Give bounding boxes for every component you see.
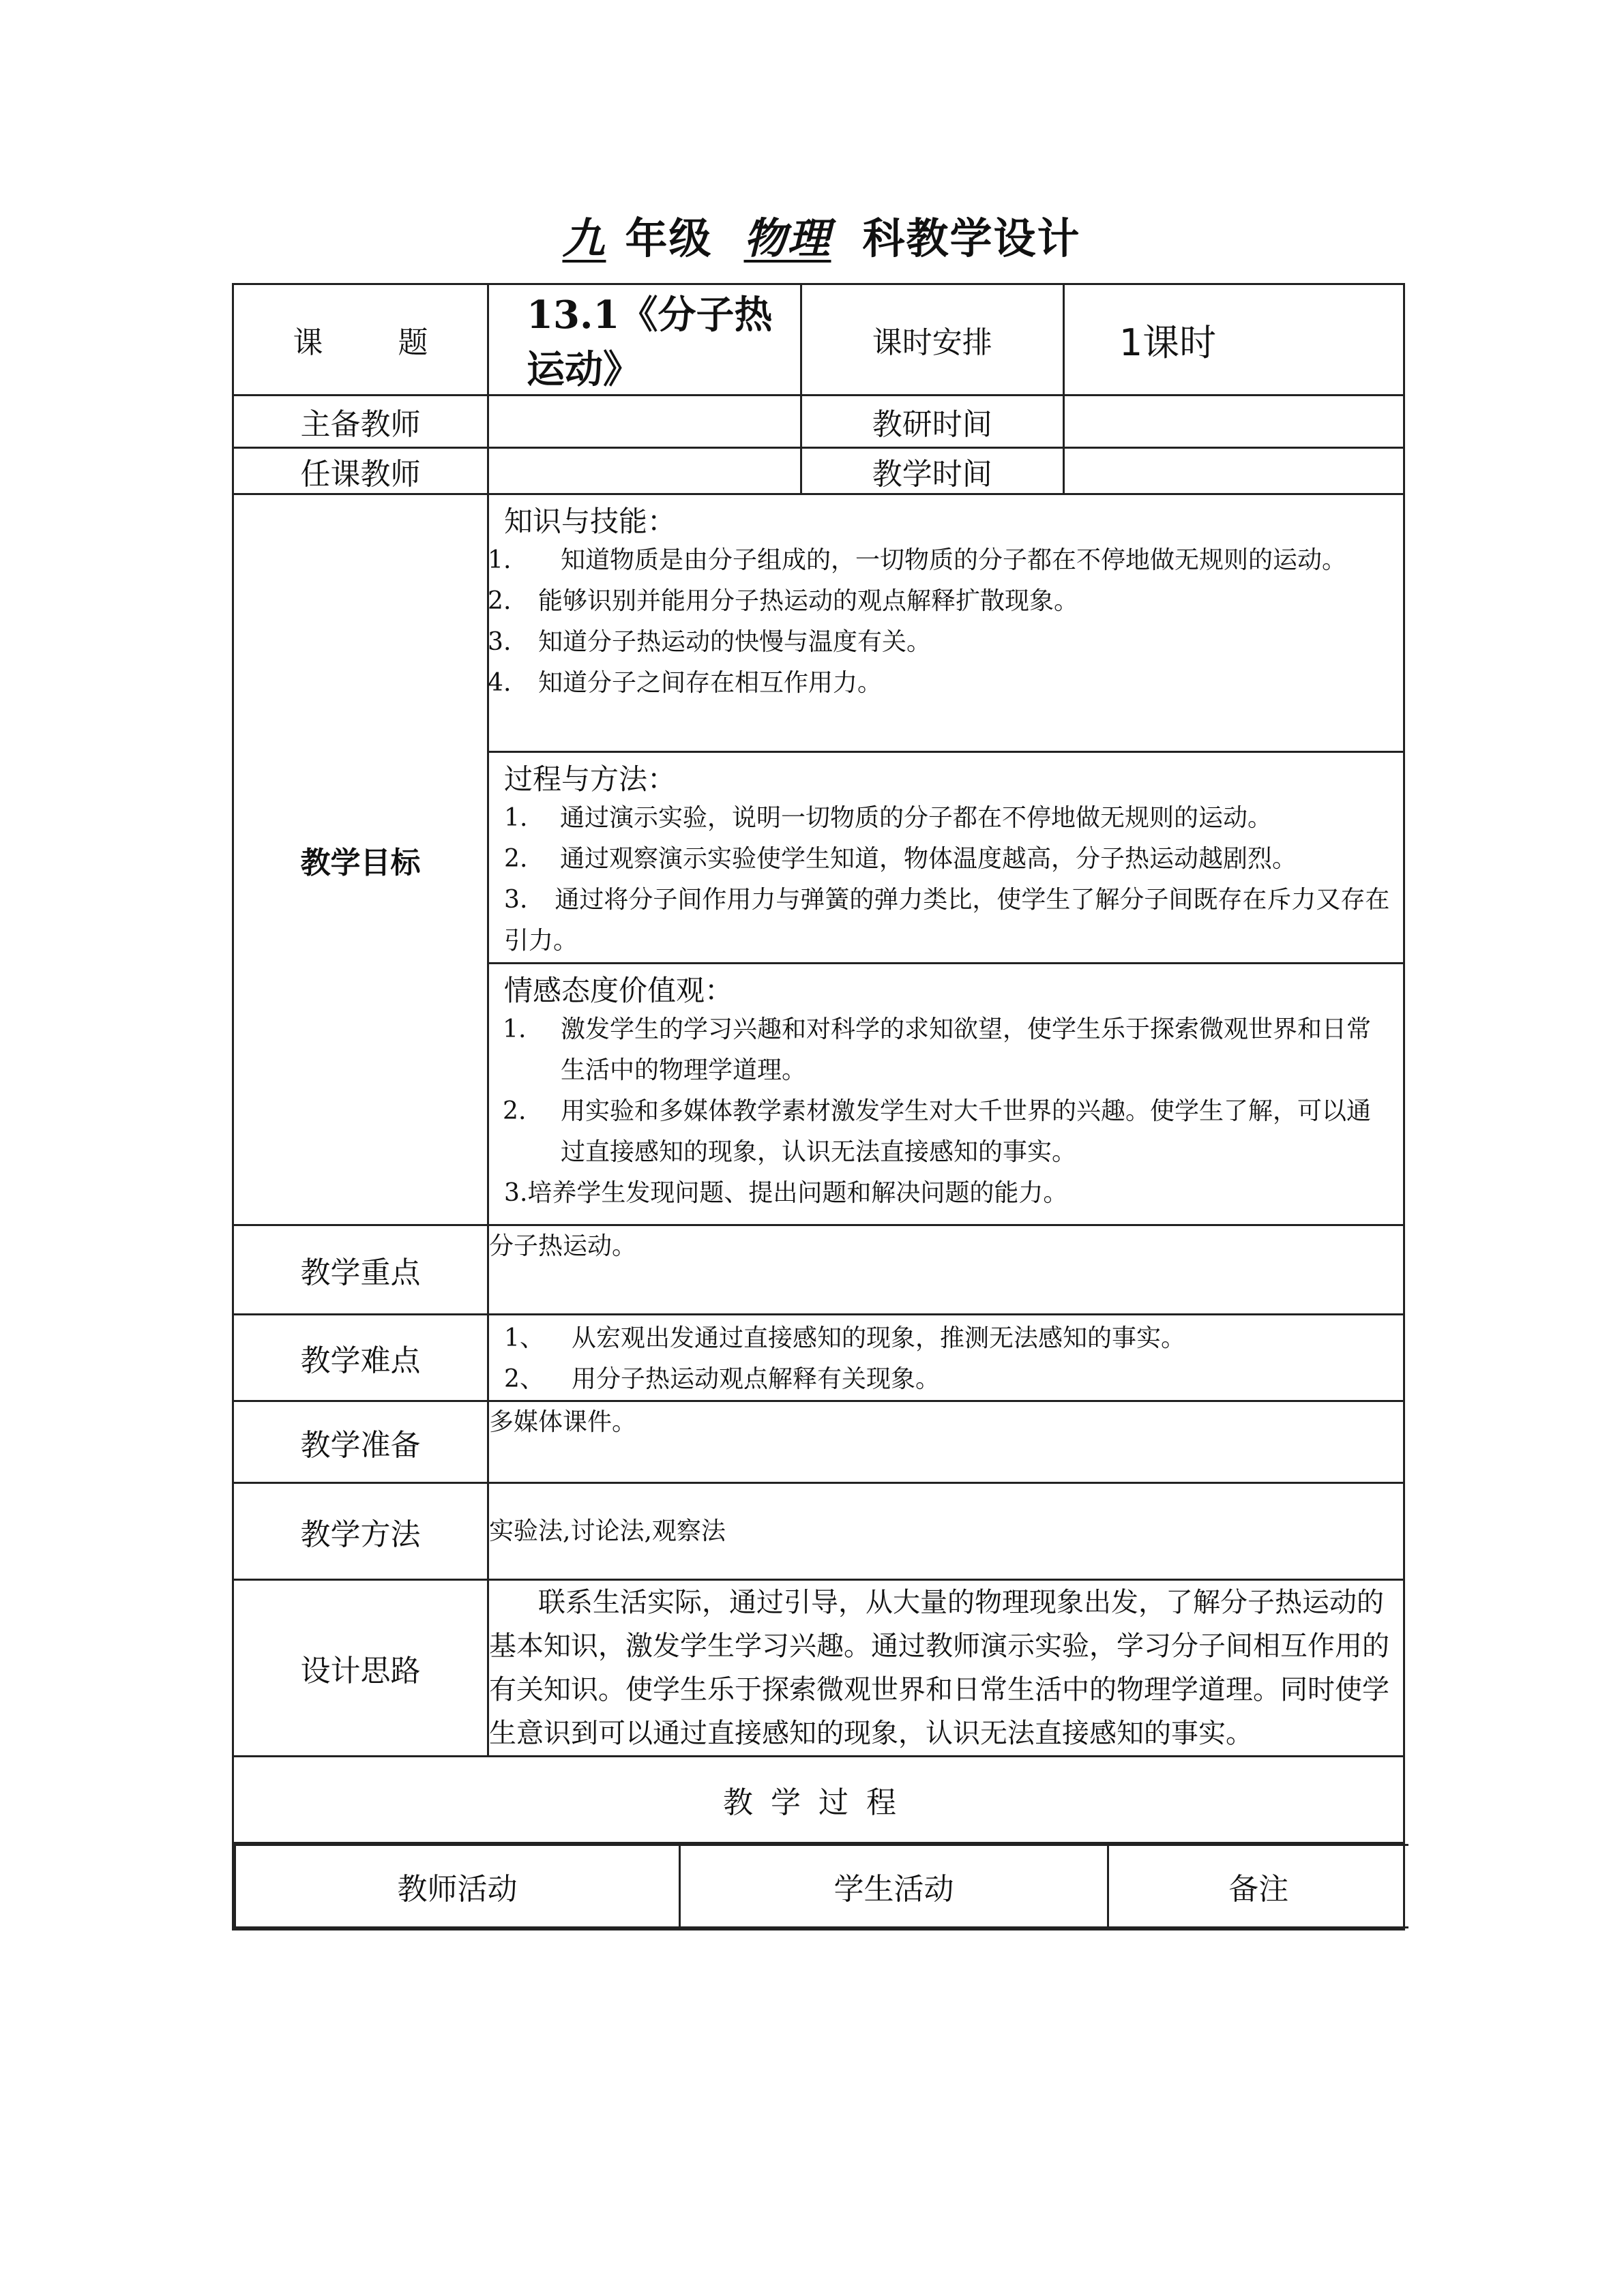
column-teacher-activity: 教师活动	[235, 1845, 680, 1928]
preparation-value: 多媒体课件。	[488, 1401, 1404, 1483]
process-columns	[233, 1843, 1404, 1930]
lead-teacher-label: 主备教师	[233, 396, 488, 448]
design-value: 联系生活实际，通过引导，从大量的物理现象出发，了解分子热运动的基本知识，激发学生学习兴趣。通过教师演示实验，学习分子间相互作用的有关知识。使学生乐于探索微观世界和日常生活中的物理学道理。同时使学生意识到可以通过直接感知的现象，认识无法直接感知的事实。	[488, 1580, 1404, 1757]
row-key-points	[233, 1225, 1404, 1315]
topic-label: 课 题	[233, 284, 488, 396]
process-table-title: 教学过程	[233, 1757, 1404, 1843]
attitude-section	[488, 964, 1404, 1225]
teach-time-value	[1063, 448, 1404, 494]
attitude-item: 2. 用实验和多媒体教学素材激发学生对大千世界的兴趣。使学生了解，可以通过直接感知的现象，认识无法直接感知的事实。	[503, 1097, 1372, 1166]
preparation-label: 教学准备	[233, 1401, 488, 1483]
attitude-item: 1. 激发学生的学习兴趣和对科学的求知欲望，使学生乐于探索微观世界和日常生活中的物理学道理。	[503, 1015, 1372, 1084]
grade-value: 九	[562, 213, 606, 263]
title-suffix: 科教学设计	[862, 213, 1081, 263]
design-label: 设计思路	[233, 1580, 488, 1757]
lesson-plan-table	[232, 283, 1405, 1930]
schedule-label: 课时安排	[801, 284, 1063, 396]
attitude-title: 情感态度价值观：	[504, 974, 734, 1007]
row-methods	[233, 1483, 1404, 1580]
page-title	[0, 205, 1624, 265]
difficulties-section	[488, 1315, 1404, 1401]
column-student-activity: 学生活动	[680, 1845, 1108, 1928]
teacher-value	[488, 448, 801, 494]
process-section	[488, 752, 1404, 964]
row-teacher	[233, 448, 1404, 494]
difficulty-item: 1、 从宏观出发通过直接感知的现象，推测无法感知的事实。	[504, 1324, 1185, 1352]
teacher-label: 任课教师	[233, 448, 488, 494]
row-preparation	[233, 1401, 1404, 1483]
lead-teacher-value	[488, 396, 801, 448]
schedule-value: 1课时	[1063, 284, 1404, 396]
row-process-title	[233, 1757, 1404, 1843]
column-remarks: 备注	[1108, 1845, 1408, 1928]
row-process-columns	[233, 1843, 1404, 1930]
row-topic	[233, 284, 1404, 396]
grade-suffix: 年级	[625, 213, 713, 263]
row-objectives-knowledge	[233, 494, 1404, 752]
attitude-item: 3.培养学生发现问题、提出问题和解决问题的能力。	[504, 1179, 1068, 1207]
research-time-value	[1063, 396, 1404, 448]
key-points-label: 教学重点	[233, 1225, 488, 1315]
row-difficulties	[233, 1315, 1404, 1401]
row-design	[233, 1580, 1404, 1757]
difficulties-label: 教学难点	[233, 1315, 488, 1401]
knowledge-section	[488, 494, 1404, 752]
process-item: 3. 通过将分子间作用力与弹簧的弹力类比，使学生了解分子间既存在斥力又存在引力。	[504, 886, 1390, 955]
teach-time-label: 教学时间	[801, 448, 1063, 494]
row-lead-teacher	[233, 396, 1404, 448]
knowledge-item: 2. 能够识别并能用分子热运动的观点解释扩散现象。	[488, 587, 1079, 615]
knowledge-title: 知识与技能：	[504, 505, 677, 538]
methods-label: 教学方法	[233, 1483, 488, 1580]
process-item: 2. 通过观察演示实验使学生知道，物体温度越高，分子热运动越剧烈。	[504, 845, 1297, 873]
research-time-label: 教研时间	[801, 396, 1063, 448]
subject-value: 物理	[743, 213, 831, 263]
process-title: 过程与方法：	[504, 762, 677, 796]
knowledge-item: 3. 知道分子热运动的快慢与温度有关。	[488, 628, 932, 656]
objectives-label: 教学目标	[233, 494, 488, 1225]
knowledge-item: 1. 知道物质是由分子组成的，一切物质的分子都在不停地做无规则的运动。	[488, 546, 1347, 574]
methods-value: 实验法,讨论法,观察法	[488, 1483, 1404, 1580]
key-points-value: 分子热运动。	[488, 1225, 1404, 1315]
knowledge-item: 4. 知道分子之间存在相互作用力。	[488, 669, 883, 697]
topic-value: 13.1《分子热运动》	[488, 284, 801, 396]
process-item: 1. 通过演示实验，说明一切物质的分子都在不停地做无规则的运动。	[504, 804, 1273, 832]
difficulty-item: 2、 用分子热运动观点解释有关现象。	[504, 1365, 940, 1393]
